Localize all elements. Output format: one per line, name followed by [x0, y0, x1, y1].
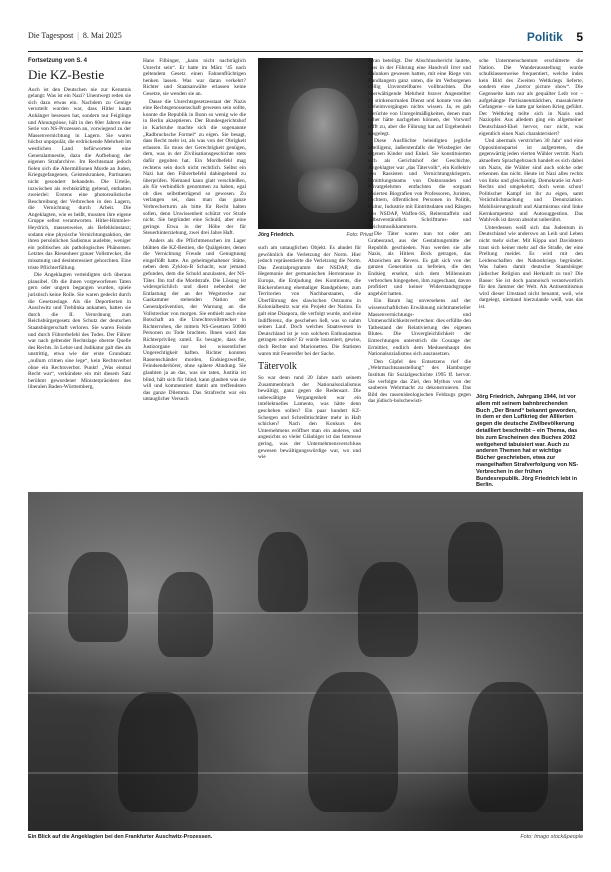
section-name: Politik — [526, 30, 563, 44]
article-column-3 — [258, 245, 361, 462]
paragraph: Den Gipfel des Entsetzens rief die „Wehrmachtsausstellung“ des Hamburger Instituts für Sozialgeschichte 1995 ff. hervor. Sie verfolgte das Ziel, den Mythos von der sauberen Wehrmacht zu dekonstruieren. Das Bild des rassenideologischen Feldzugs gegen das jüdisch-bolschewisti- — [368, 358, 471, 405]
paragraph: Die Angeklagten verteidigten sich überaus plausibel. Ob die ihnen vorgeworfenen Taten gern oder ungern begangen wurden, spiele juristisch keine Rolle. Sie waren gedeckt durch die Gesetzeslage. Als die Deportierten in Auschwitz und Treblinka ankamen, hatten sie durch die II. Verordnung zum Reichsbürgergesetz den Schutz der deutschen Staatsbürgerschaft verloren. Sie waren Feinde und durch Führerbefehl des Todes. Der Führer war nach geltender Rechtslage oberste Quelle des Rechts. In Lehre und Judikatur galt dies als unstrittig, etwa wie der erste Grundsatz „nullum crimen sine lege“, kein Rechtsverbot ohne ein Rechtsverbot. Punkt! „Was einmal Recht war“, verkündete ein mit diesem Satz berühmt gewordener Ministerpräsident des liberalen Baden-Württemberg, — [28, 272, 131, 391]
article-headline: Die KZ-Bestie — [28, 66, 105, 82]
portrait-caption-name: Jörg Friedrich. — [258, 232, 295, 238]
paragraph: such am untauglichen Objekt. Es ahndet für gewöhnlich die Verletzung der Norm. Hier jedoch repräsentierte die Verletzung die Norm. Das Zentralprogramm der NSDAP, die Hegemonie der germanischen Herrenrasse in Europa, die Entjudung des Kontinents, die Rückeroberung ehemaliger Randgebiete, zum Territorien von Nachbarstaaten, die Überführung des slawischen Ostraums in Kolonialbesitz war ein Projekt der Nation. Es galt eine Diaspora, die verfolgt wurde, und eine Indifferenz, die geschehen ließ, was so nahm seinen Lauf. Doch welches Staatswesen in Deutschland ist je von solchem Enthusiasmus getragen worden? Er wurde inszeniert, gewiss, doch Rechte und Marionetten. Die Statisten waren mit Feuereifer bei der Sache. — [258, 245, 361, 357]
section-subhead: Tätervolk — [258, 361, 297, 373]
page-number: 5 — [576, 30, 583, 44]
paragraph: Diese Ausflüchte beleidigten jegliche Intelligenz, äußerstenfalls die Wissbegier der eigenen Kinder und Enkel. Sie konstituierten sich als Gerichtshof der Geschichte, Angeklagter war „das Tätervolk“, ein Kollektiv von Rassisten und Vernichtungskriegern. Ermittlungsteams von Doktoranden und Privatgelehrten entfachten die sorgsam frisierten Biografien von Professoren, Juristen, Dichtern, öffentlichen Personen in Politik, Kultur, Industrie mit Eintrittsdaten und Rängen von NSDAP, Waffen-SS, Reiterstaffeln und selbstverständlich Schrifttums- und Reichsmusikkammern. — [368, 138, 471, 230]
author-bio: Jörg Friedrich, Jahrgang 1944, ist vor allem mit seinem bahnbrechenden Buch „Der Brand“ bekannt geworden, in dem er den Luftkrieg der Alliierten gegen die deutsche Zivilbevölkerung detailliert beschreibt – ein Thema, das bis zum Erscheinen des Buches 2002 weitgehend tabuisiert war. Auch zu anderen Themen hat er wichtige Bücher geschrieben, etwa zur mangelhaften Strafverfolgung von NS-Verbrechen in der frühen Bundesrepublik. Jörg Friedrich lebt in Berlin. — [476, 394, 579, 489]
portrait-face — [288, 88, 358, 178]
photo-figure — [308, 672, 398, 812]
paragraph: Dasse die Unrechtsgesetzesstaat der Nazis eine Rechtsgenossenschaft gewesen sein sollte, konnte die Republik in Bonn so wenig wie die in Berlin akzeptieren. Der Bundesgerichtshof in Karlsruhe machte sich die sogenannte „Radbruchsche Formel“ zu eigen. Sie besagt, dass Recht mehr ist, als was von der Obrigkeit erlassen. Es muss der Gerechtigkeit genügen, dem, was in der Zivilisationsgeschichte stets dafür gegolten hat. Ein Mordbefehl mag rechtens sein doch nicht rechtlich. Selbst ein Nazi hat den Führerbefehl dahingehend zu überprüfen. Niemand kann glatt verschleißen, als für verbindlich genommen zu haben, egal ob dies selbstbetrügend so gewesen. Zu verlangen sei, dass man das ganze Verbrecherturm als bitte für Recht halten sollen, denn Unwissenheit schützt vor Strafe nicht. Sie begründet eine Schuld, aber eine geringe. Etwa in der Höhe der für Steuerhinterziehung, zwei drei Jahre Haft. — [143, 98, 246, 237]
page-header — [28, 28, 583, 48]
paragraph: Die Täter waren nun tot oder am Grabesrand, aus der Gestaltungsmitte der Republik geschieden. Nun werden sie alle Nazis, als Hitlers Bock getragen, das Abzeichen am Revers. Es galt sich von der ganzen Generation zu befreien, die den Endsieg ersehnt, sich dem Millennium verbrochen hingegeben, ihm zugeschaut, davon profitiert und keiner Widerstandsgruppe angehört hatten. — [368, 231, 471, 297]
article-column-1 — [28, 58, 131, 392]
header-separator: | — [77, 31, 79, 40]
paragraph: Unterdessen weiß sich das Judentum in Deutschland wie anderswo an Leib und Leben nicht mehr sicher. Mit Kippa und Davidstern traut sich keiner mehr auf die Straße, der eine Prellung meidet. Es wird mit den Leidenschaften des Nahostkriegs begründet. Was haben damit deutsche Staatsbürger jüdischer Religion und Herkunft zu tun? Die Basse: Sie ist doch paranoisch verantwortlich für den Jammer der Welt. Als Antisemitismus wird dieser Umstand nicht benannt, weil, wie dargelegt, niemand hierzulande weiß, was das ist. — [479, 224, 583, 310]
publication-line — [28, 31, 122, 40]
paragraph: Und abermals verstrichen 30 Jahr' und eine Oppositionspartei ist aufgetreten, die gegenwärtig jeden vierten Wähler vertritt. Nach aktuellem Sprachgebrauch handelt es sich dabei um Nazis, die Wähler sind auch solche oder erkennen das nicht. Heute ist Nazi alles rechts von links und gleichzeitig. Demokratie ist Anti-Rechts und umgekehrt; doch wenn schon! Politischer Kampf ist ihr zu eigen, samt Verächtlichmachung und Denunziation. Mobilisierungskraft und Alarmismus sind linke Kernkompetenz und Autosuggestion. Das Wahlvolk ist davon absolut unberührt. — [479, 138, 583, 224]
section-marker — [527, 28, 583, 46]
photo-figure — [258, 532, 308, 612]
photo-figure — [68, 552, 128, 642]
article-column-5 — [479, 58, 583, 312]
trial-photo-caption — [28, 834, 583, 840]
article-column-2 — [143, 58, 246, 404]
continuation-kicker: Fortsetzung von S. 4 — [28, 58, 88, 64]
article-column-4 — [368, 58, 471, 406]
portrait-caption — [258, 232, 373, 238]
paragraph: Hans Filbinger, „kann nicht nachträglich Unrecht sein“. Er hatte im März ’45 nach geltendem Gesetz einen Fahnenflüchtigen henken lassen. Was war daran verkehrt? Richter und Staatsanwälte erlassen keine Gesetze, sie wenden sie an. — [143, 58, 246, 97]
paragraph: sche Untermenschentum erschütterte die Nation. Die Wanderausstellung wurde schulklassenweise frequentiert, welche indes kein Bild des Zweiten Weltkriegs lieferte, sondern eine „horror picture show“. Die Gegenseite kam nur als gequälter Leib vor – aufgehängte Partisanenmädchen, massakrierte Gefangene – sie hatte gar keinen Krieg geführt. Der Weltkrieg teilte sich in Nazis und Naziopfer. Aus alledem ging ein allgemeiner Deutschland-Ekel hervor, nur nicht, was eigentlich einen Nazi charakterisiert? — [479, 58, 583, 137]
photo-figure — [468, 682, 548, 812]
photo-figure — [448, 522, 503, 602]
paragraph: daran beteiligt. Der Abschlussbericht lautete, dass in der Führung eine Handvoll Irrer und Halunken gewesen hatten, mit eine Riege von Handlangern ganz unten, die im Verborgenen völlig Unvorstellbares vollbrachten. Die überwältigende Mehrheit braver Angestellter ist stinkenormalen Dienst und konnte von den Geheimvorgängen nichts wissen. Ja, es gab Gerüchte von Unregelmäßigkeiten, denen man näher hätte nachgehen können, der Vorwurf trifft zu, aber die Führung hat auf Ergebenheit ausgelegt. — [368, 58, 471, 137]
paragraph: Anders als die Pflichtmenschen im Lager blühten die KZ-Bestien, die Quälgeister, denen die Vernichtung Freude und Genugtuung eingeflößt hatte. An geheimgehaltener Stätte, neben dem Zyklon-B Schacht, war jemand gefunden, dem die Schuld anzulasten, der NS-Täter. Ihn traf die Mordstrafe. Die Lösung ist widersprüchlich und dient nebenbei der Entlastung der an der Wegstrecke zur Gaskammer stehenden Nation der Generalprävention, der Warnung an die Vollstrecker von morgen. Sie enthielt auch eine Botschaft an die Unrechtsvollstrecker in Richterroben, die mittels NS-Gesetzen 50000 Personen zu Tode brachten. Ihnen ward das Richterprivileg zuteil. Es besagte, dass die Justizorgane nur bei wissentlicher Ungerechtigkeit haften. Richter konnten Rassenschänder morden, Endsiegzweifler, Feindsenderhörer, ohne spätere Ahndung. Sie glaubten ja an das, was sie taten, Justitia ist blind, hält sich für blind, kann glauben was sie will und kommentiert damit am treffendsten das ganze Dilemma. Das Strafrecht war ein untauglicher Versuch — [143, 238, 246, 403]
issue-date: 8. Mai 2025 — [82, 31, 122, 40]
photo-figure — [118, 692, 198, 812]
header-rule — [28, 51, 583, 52]
paragraph: Ein Baum lag unversehens auf der wissenschaftlichen Erwähnung nichtmaterieller Massenvernichtungs- und Unmenschlichkeitsverbrechen: dies erfüllte den Tatbestand der Relativierung des eigenen Blutes. Die Unvergleichlichkeit der Entrechtungen unterstrich die Courage der Ermittler, endlich dem Medusenhaupt des Nationalsozialismus sich auszusetzen. — [368, 298, 471, 358]
trial-photo-credit: Foto: Imago stock&people — [520, 834, 583, 840]
portrait-hand — [298, 168, 358, 213]
portrait-credit: Foto: Privat — [346, 232, 373, 238]
auschwitz-trial-photo — [28, 492, 583, 831]
photo-figure — [358, 562, 418, 657]
paragraph: Auch ist den Deutschen nie zur Kenntnis gelangt: Was ist ein Nazi? Unentwegt reden sie sich dazu etwas ein. Nachdem zu Genüge verurteilt worden war, dass Hitler kaum Anhänger besessen hat, sondern nur Feiglinge und Ahnungslose, hält in den 60er Jahren eine Serie von NS-Prozessen an, vorwiegend zu der Massenvernichtung in Lagern. Sie waren höchst unpopulär, die erdrückende Mehrheit im westlichen Land befürwortete eine Generalamnestie, dazu die Aufhebung der eigenen Strafarchive. Im Rechtsstaat jedoch fielen sich die Abermillionen Morde an Juden, Kriegsgefangenen, Geisteskranken, Partisanen nicht gesondert behandeln. Die Urteile, inzwischen als rechtskräftig geltend, enthalten zweierlei: Erstens eine photorealistische Beschreibung der Verbrechen in den Lagern, die Vernichtung durch Arbeit. Die Angeklagten, wie es heißt, mussten ihre eigene Gruppe selbst verantworten. Hitler-Himmler-Heydrich, massenweise, als Befehlsinstanz; sodann eine physische Vernichtungsaktion, der ihren persönlichen Sadismus auslebte, weniger ein politisches als pathologisches Phänomen. Letztes das Riesenheer grauer Vollstrecker, die missmutig und desinteressiert gehorchten. Eine triste Pflichterfüllung. — [28, 86, 131, 271]
author-portrait-photo — [258, 58, 373, 229]
paragraph: So war denn rund 20 Jahre nach seinem Zusammenbruch der Nationalsozialismus bewältigt, ganz gegen die Redensart. Die unbewältigte Vergangenheit war ein intellektuelles Lamento, was hätte denn geschehen sollen? Ein paar hundert KZ-Schergen und Schreibtischtäter mehr in Haft schicken? Nach den Konkurs des Unternehmens eröffnet man ein anderes, und angesichts so vieler Gläubiger ist das Interesse gering, was der Unternehmensverschluss gewesen bewältigungswürdige war, wo und wie — [258, 375, 361, 461]
trial-caption-text: Ein Blick auf die Angeklagten bei den Frankfurter Auschwitz-Prozessen. — [28, 834, 213, 840]
publication-name: Die Tagespost — [28, 31, 74, 40]
photo-figure — [158, 572, 213, 657]
